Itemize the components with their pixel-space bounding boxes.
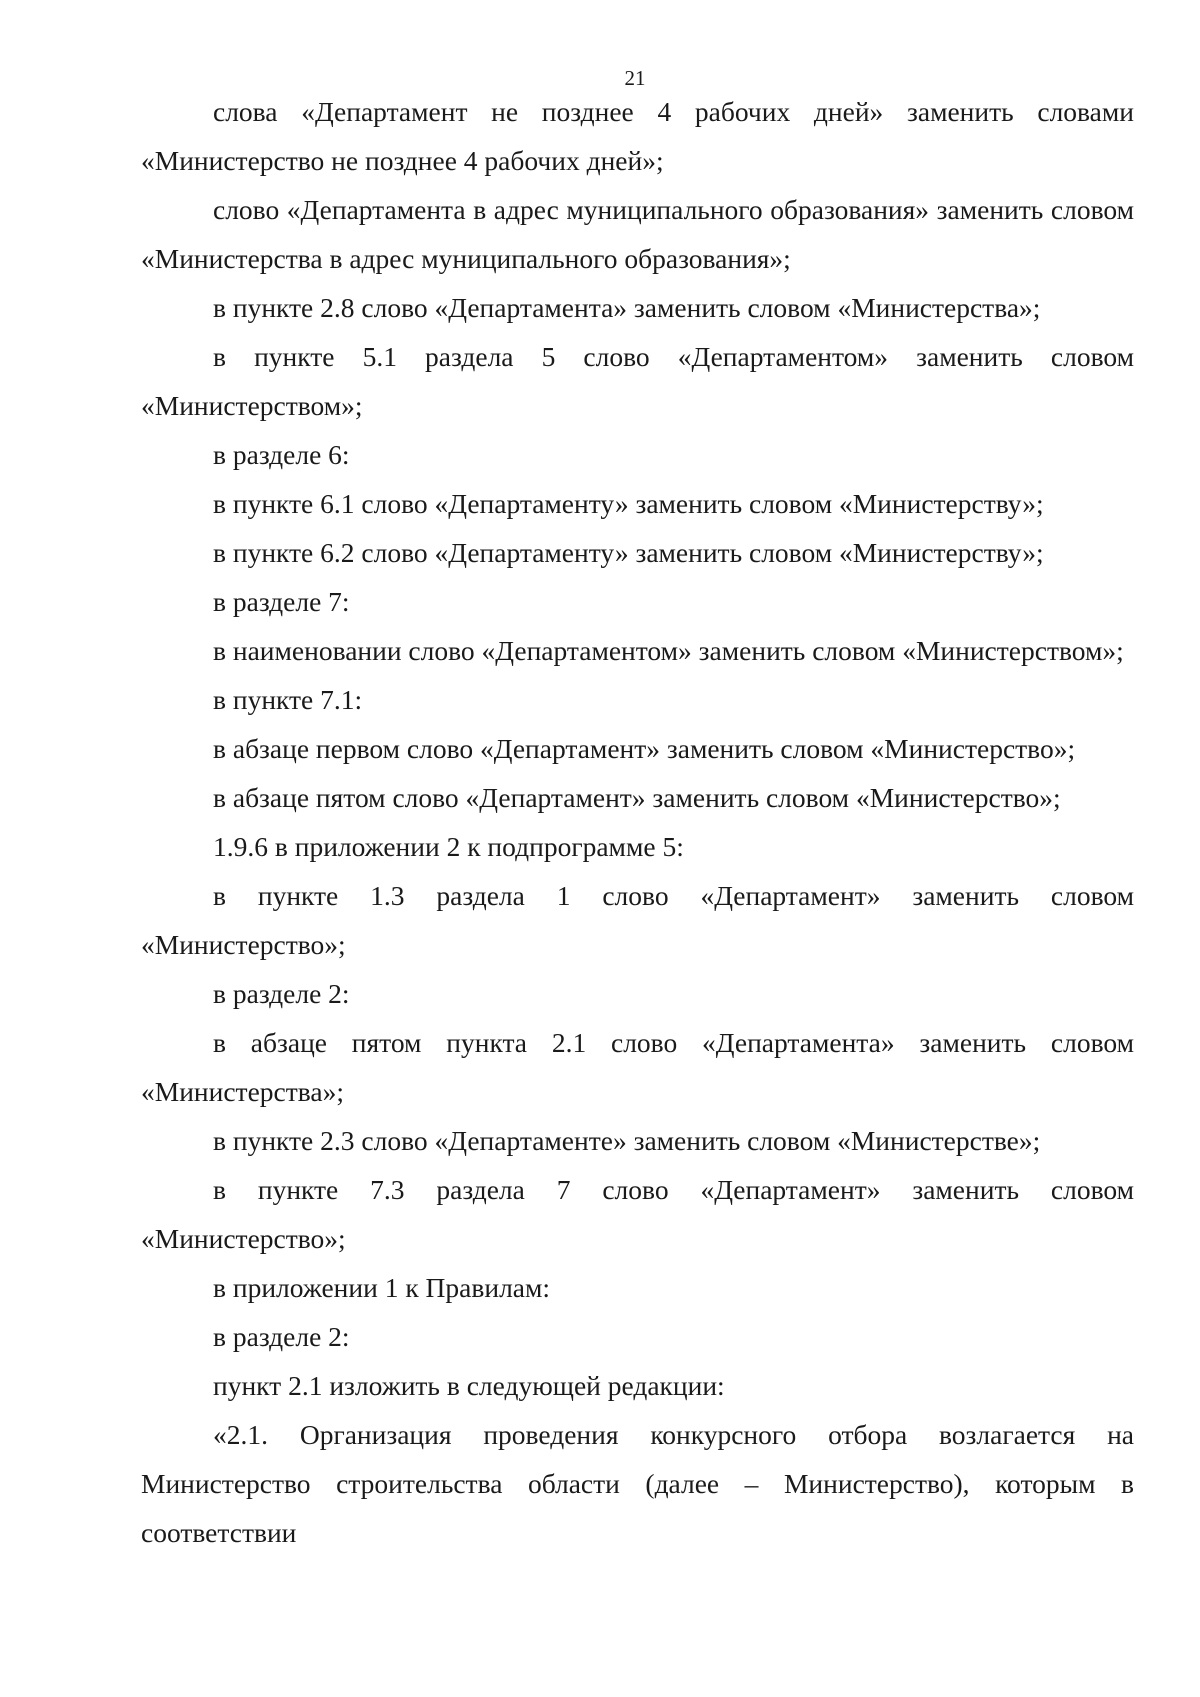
paragraph: в пункте 7.1:	[213, 684, 363, 715]
paragraph: в наименовании слово «Департаментом» заменить словом «Министерством»;	[213, 635, 1124, 666]
document-body	[141, 87, 1134, 1557]
paragraph: «2.1. Организация проведения конкурсного отбора возлагается на Министерство строительства области (далее – Министерство), которым в соответствии	[141, 1419, 1134, 1548]
paragraph: в пункте 6.1 слово «Департаменту» заменить словом «Министерству»;	[213, 488, 1044, 519]
paragraph: в абзаце пятом слово «Департамент» заменить словом «Министерство»;	[213, 782, 1061, 813]
paragraph: 1.9.6 в приложении 2 к подпрограмме 5:	[213, 831, 684, 862]
paragraph: в приложении 1 к Правилам:	[213, 1272, 551, 1303]
paragraph: в абзаце первом слово «Департамент» заменить словом «Министерство»;	[213, 733, 1076, 764]
paragraph: в разделе 6:	[213, 439, 350, 470]
paragraph: в разделе 2:	[213, 1321, 350, 1352]
paragraph: в разделе 7:	[213, 586, 350, 617]
paragraph: в пункте 2.3 слово «Департаменте» заменить словом «Министерстве»;	[213, 1125, 1041, 1156]
paragraph: в пункте 7.3 раздела 7 слово «Департамент» заменить словом «Министерство»;	[141, 1174, 1134, 1254]
paragraph: в абзаце пятом пункта 2.1 слово «Департамента» заменить словом «Министерства»;	[141, 1027, 1134, 1107]
paragraph: в пункте 6.2 слово «Департаменту» заменить словом «Министерству»;	[213, 537, 1044, 568]
paragraph: в пункте 2.8 слово «Департамента» заменить словом «Министерства»;	[213, 292, 1041, 323]
paragraph: слово «Департамента в адрес муниципального образования» заменить словом «Министерства в адрес муниципального образования»;	[141, 194, 1134, 274]
paragraph: пункт 2.1 изложить в следующей редакции:	[213, 1370, 725, 1401]
page-number: 21	[624, 66, 646, 90]
paragraph: в пункте 5.1 раздела 5 слово «Департаментом» заменить словом «Министерством»;	[141, 341, 1134, 421]
paragraph: слова «Департамент не позднее 4 рабочих дней» заменить словами «Министерство не позднее 4 рабочих дней»;	[141, 96, 1134, 176]
paragraph: в разделе 2:	[213, 978, 350, 1009]
paragraph: в пункте 1.3 раздела 1 слово «Департамент» заменить словом «Министерство»;	[141, 880, 1134, 960]
